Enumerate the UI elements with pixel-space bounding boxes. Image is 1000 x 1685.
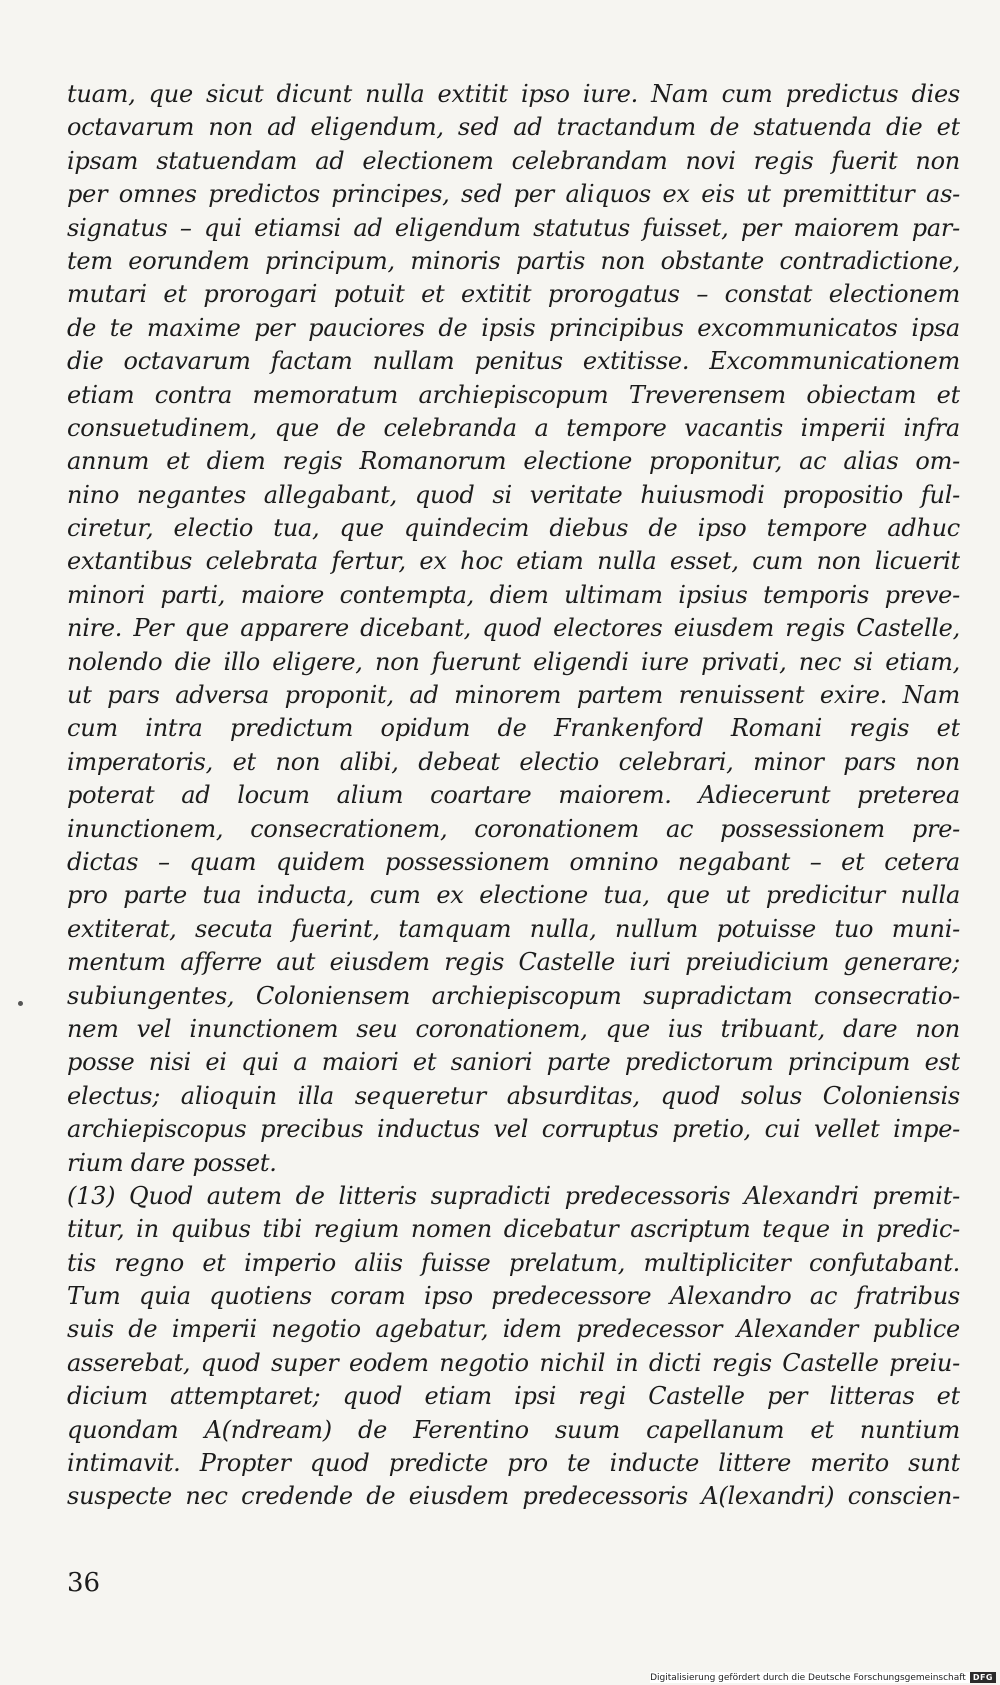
text-line: mentum afferre aut eiusdem regis Castelle iuri preiudicium generare;	[67, 948, 960, 977]
text-line: posse nisi ei qui a maiori et saniori parte predictorum principum est	[67, 1048, 960, 1077]
text-line: extiterat, secuta fuerint, tamquam nulla, nullum potuisse tuo muni-	[67, 914, 960, 943]
text-line: intimavit. Propter quod predicte pro te inducte littere merito sunt	[67, 1449, 960, 1478]
text-line: die octavarum factam nullam penitus extitisse. Excommunicationem	[67, 347, 960, 376]
text-line: nire. Per que apparere dicebant, quod electores eiusdem regis Castelle,	[67, 614, 960, 643]
text-line: per omnes predictos principes, sed per aliquos ex eis ut premittitur as-	[67, 180, 960, 209]
text-line: tuam, que sicut dicunt nulla extitit ipso iure. Nam cum predictus dies	[67, 80, 960, 108]
text-line: cum intra predictum opidum de Frankenford Romani regis et	[67, 714, 960, 743]
text-line: electus; alioquin illa sequeretur absurditas, quod solus Coloniensis	[67, 1081, 960, 1110]
text-line: quondam A(ndream) de Ferentino suum capellanum et nuntium	[67, 1415, 960, 1444]
text-line: subiungentes, Coloniensem archiepiscopum supradictam consecratio-	[67, 981, 960, 1010]
body-text	[67, 78, 960, 1514]
text-line: tis regno et imperio aliis fuisse prelatum, multipliciter confutabant.	[67, 1248, 960, 1277]
text-line: imperatoris, et non alibi, debeat electio celebrari, minor pars non	[67, 747, 960, 776]
text-line: ut pars adversa proponit, ad minorem partem renuissent exire. Nam	[67, 681, 960, 710]
text-line: dicium attemptaret; quod etiam ipsi regi Castelle per litteras et	[67, 1382, 960, 1411]
footer-credit-text: Digitalisierung gefördert durch die Deutsche Forschungsgemeinschaft	[650, 1672, 966, 1683]
text-line: consuetudinem, que de celebranda a tempore vacantis imperii infra	[67, 413, 960, 442]
text-line: tem eorundem principum, minoris partis non obstante contradictione,	[67, 246, 960, 275]
digitization-footer	[650, 1672, 996, 1683]
text-line: ciretur, electio tua, que quindecim diebus de ipso tempore adhuc	[67, 514, 960, 543]
page-number: 36	[67, 1568, 101, 1598]
text-line: poterat ad locum alium coartare maiorem. Adiecerunt preterea	[67, 781, 960, 810]
text-line: titur, in quibus tibi regium nomen dicebatur ascriptum teque in predic-	[67, 1215, 960, 1244]
margin-mark	[18, 1001, 23, 1006]
text-line: nino negantes allegabant, quod si veritate huiusmodi propositio ful-	[67, 480, 960, 509]
text-line: nolendo die illo eligere, non fuerunt eligendi iure privati, nec si etiam,	[67, 647, 960, 676]
text-line: suspecte nec credende de eiusdem predecessoris A(lexandri) conscien-	[67, 1482, 960, 1511]
text-line: de te maxime per pauciores de ipsis principibus excommunicatos ipsa	[67, 313, 960, 342]
text-line: rium dare posset.	[67, 1148, 277, 1177]
text-line: archiepiscopus precibus inductus vel corruptus pretio, cui vellet impe-	[67, 1115, 960, 1144]
text-line: extantibus celebrata fertur, ex hoc etiam nulla esset, cum non licuerit	[67, 547, 960, 576]
text-line: pro parte tua inducta, cum ex electione tua, que ut predicitur nulla	[67, 881, 960, 910]
text-line: signatus – qui etiamsi ad eligendum statutus fuisset, per maiorem par-	[67, 213, 960, 242]
text-line: ipsam statuendam ad electionem celebrandam novi regis fuerit non	[67, 146, 960, 175]
text-line: nem vel inunctionem seu coronationem, que ius tribuant, dare non	[67, 1014, 960, 1043]
text-line: inunctionem, consecrationem, coronationem ac possessionem pre-	[67, 814, 960, 843]
text-line: annum et diem regis Romanorum electione proponitur, ac alias om-	[67, 447, 960, 476]
text-line: octavarum non ad eligendum, sed ad tractandum de statuenda die et	[67, 113, 960, 142]
text-line: dictas – quam quidem possessionem omnino negabant – et cetera	[67, 847, 960, 876]
text-line: etiam contra memoratum archiepiscopum Treverensem obiectam et	[67, 380, 960, 409]
text-line: Tum quia quotiens coram ipso predecessore Alexandro ac fratribus	[67, 1282, 960, 1311]
text-line: mutari et prorogari potuit et extitit prorogatus – constat electionem	[67, 280, 960, 309]
dfg-logo: DFG	[970, 1672, 996, 1683]
text-line: asserebat, quod super eodem negotio nichil in dicti regis Castelle preiu-	[67, 1348, 960, 1377]
text-line: (13) Quod autem de litteris supradicti predecessoris Alexandri premit-	[67, 1181, 960, 1210]
text-line: suis de imperii negotio agebatur, idem predecessor Alexander publice	[67, 1315, 960, 1344]
text-line: minori parti, maiore contempta, diem ultimam ipsius temporis preve-	[67, 580, 960, 609]
